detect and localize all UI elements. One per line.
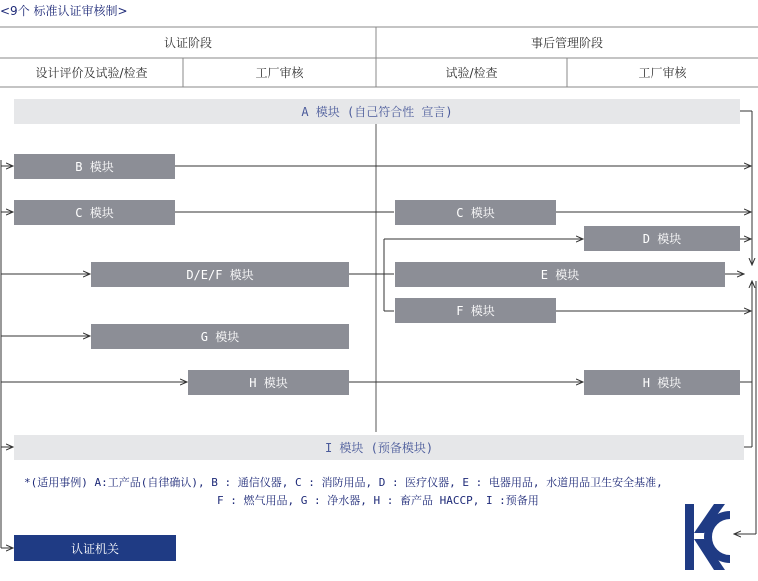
module-h-box: H 模块 (188, 370, 349, 395)
module-d-box: D 模块 (584, 226, 740, 251)
header-cert-stage: 认证阶段 (163, 36, 212, 50)
module-h-post-box: H 模块 (584, 370, 740, 395)
module-f-box: F 模块 (395, 298, 556, 323)
header-factory-audit-post: 工厂审核 (638, 66, 687, 80)
certification-body-box: 认证机关 (14, 535, 176, 561)
module-c-box: C 模块 (14, 200, 175, 225)
header-factory-audit-cert: 工厂审核 (255, 66, 304, 80)
header-test-inspect: 试验/检查 (445, 66, 498, 80)
applicable-cases-note-line2: F : 燃气用品, G : 净水器, H : 畜产品 HACCP, I :预备用 (217, 494, 539, 507)
module-e-box: E 模块 (395, 262, 725, 287)
header-post-stage: 事后管理阶段 (530, 36, 603, 50)
kc-logo-icon (684, 503, 732, 571)
module-b-box: B 模块 (14, 154, 175, 179)
page-title: <9个 标准认证审核制> (0, 4, 128, 18)
module-def-box: D/E/F 模块 (91, 262, 349, 287)
module-c-post-box: C 模块 (395, 200, 556, 225)
module-g-box: G 模块 (91, 324, 349, 349)
header-design-eval: 设计评价及试验/检查 (35, 66, 148, 80)
module-i-band: I 模块 (预备模块) (14, 435, 744, 460)
module-a-band: A 模块 (自己符合性 宣言) (14, 99, 740, 124)
applicable-cases-note-line1: *(适用事例) A:工产品(自律确认), B : 通信仪器, C : 消防用品, D : 医疗仪器, E : 电器用品, 水道用品卫生安全基准, (24, 476, 663, 489)
